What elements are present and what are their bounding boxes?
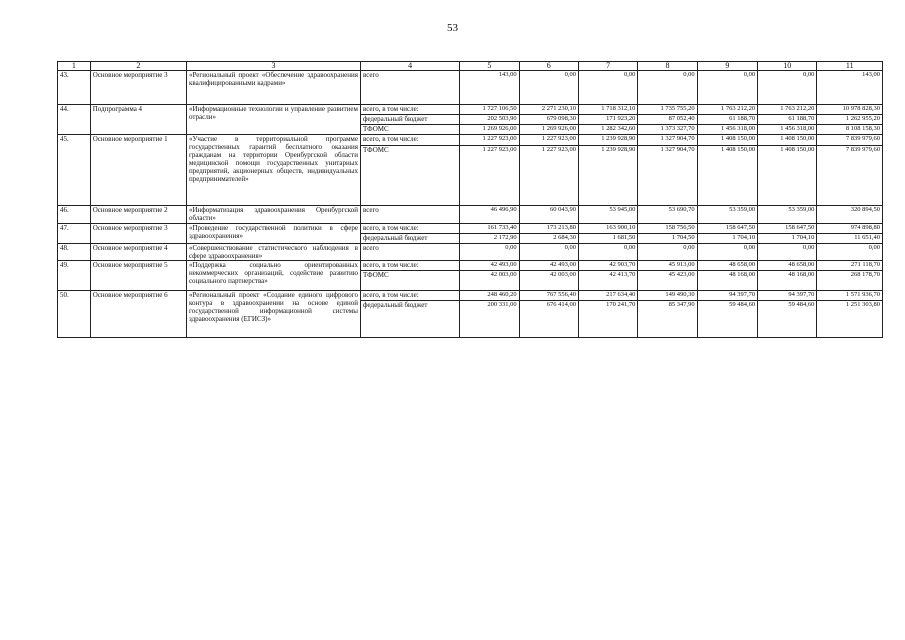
amount-cell: 1 727 106,50 bbox=[460, 105, 519, 115]
amount-cell: 1 227 923,00 bbox=[460, 146, 519, 206]
row-description: «Информатизация здравоохранения Оренбургской области» bbox=[186, 206, 360, 224]
amount-cell: 1 227 923,00 bbox=[519, 146, 578, 206]
row-index: 48. bbox=[58, 244, 91, 261]
amount-cell: 7 839 979,60 bbox=[817, 135, 883, 146]
column-header: 2 bbox=[90, 62, 186, 71]
funding-source: федеральный бюджет bbox=[360, 234, 459, 244]
amount-cell: 0,00 bbox=[697, 71, 757, 105]
amount-cell: 1 408 150,00 bbox=[697, 135, 757, 146]
amount-cell: 149 490,30 bbox=[638, 291, 697, 301]
amount-cell: 53 945,00 bbox=[578, 206, 637, 224]
amount-cell: 0,00 bbox=[460, 244, 519, 261]
amount-cell: 42 903,70 bbox=[578, 261, 637, 271]
amount-cell: 0,00 bbox=[519, 71, 578, 105]
column-header: 10 bbox=[758, 62, 817, 71]
amount-cell: 676 414,00 bbox=[519, 301, 578, 338]
amount-cell: 53 690,70 bbox=[638, 206, 697, 224]
amount-cell: 45 423,00 bbox=[638, 271, 697, 291]
funding-source: всего, в том числе: bbox=[360, 261, 459, 271]
column-header: 3 bbox=[186, 62, 360, 71]
amount-cell: 1 239 928,90 bbox=[578, 146, 637, 206]
amount-cell: 974 898,80 bbox=[817, 224, 883, 234]
amount-cell: 1 327 904,70 bbox=[638, 146, 697, 206]
amount-cell: 1 269 926,00 bbox=[519, 125, 578, 135]
row-index: 50. bbox=[58, 291, 91, 338]
amount-cell: 0,00 bbox=[578, 244, 637, 261]
column-header: 8 bbox=[638, 62, 697, 71]
amount-cell: 46 496,90 bbox=[460, 206, 519, 224]
row-index: 46. bbox=[58, 206, 91, 224]
table-row bbox=[58, 261, 883, 271]
amount-cell: 1 251 303,80 bbox=[817, 301, 883, 338]
amount-cell: 11 651,40 bbox=[817, 234, 883, 244]
row-index: 45. bbox=[58, 135, 91, 206]
amount-cell: 158 647,50 bbox=[697, 224, 757, 234]
column-header: 9 bbox=[697, 62, 757, 71]
amount-cell: 217 634,40 bbox=[578, 291, 637, 301]
amount-cell: 1 373 327,70 bbox=[638, 125, 697, 135]
table-row bbox=[58, 71, 883, 105]
column-header: 4 bbox=[360, 62, 459, 71]
amount-cell: 0,00 bbox=[817, 244, 883, 261]
row-description: «Поддержка социально ориентированных некоммерческих организаций, содействие развитию социального партнерства» bbox=[186, 261, 360, 291]
column-header: 7 bbox=[578, 62, 637, 71]
amount-cell: 2 271 230,10 bbox=[519, 105, 578, 115]
amount-cell: 59 484,60 bbox=[697, 301, 757, 338]
row-type: Подпрограмма 4 bbox=[90, 105, 186, 135]
amount-cell: 320 894,50 bbox=[817, 206, 883, 224]
amount-cell: 0,00 bbox=[758, 244, 817, 261]
table-body bbox=[58, 71, 883, 338]
funding-source: всего, в том числе: bbox=[360, 105, 459, 115]
amount-cell: 8 108 158,30 bbox=[817, 125, 883, 135]
page-number: 53 bbox=[447, 22, 458, 34]
amount-cell: 48 168,00 bbox=[758, 271, 817, 291]
amount-cell: 1 456 318,00 bbox=[697, 125, 757, 135]
funding-source: ТФОМС bbox=[360, 146, 459, 206]
table-row bbox=[58, 135, 883, 146]
amount-cell: 87 052,40 bbox=[638, 115, 697, 125]
amount-cell: 1 763 212,20 bbox=[697, 105, 757, 115]
amount-cell: 61 188,70 bbox=[758, 115, 817, 125]
amount-cell: 1 227 923,00 bbox=[460, 135, 519, 146]
amount-cell: 1 262 955,20 bbox=[817, 115, 883, 125]
amount-cell: 53 359,00 bbox=[697, 206, 757, 224]
amount-cell: 1 456 318,00 bbox=[758, 125, 817, 135]
amount-cell: 1 704,10 bbox=[697, 234, 757, 244]
column-header: 1 bbox=[58, 62, 91, 71]
table-row bbox=[58, 224, 883, 234]
funding-source: всего bbox=[360, 244, 459, 261]
amount-cell: 248 460,20 bbox=[460, 291, 519, 301]
amount-cell: 767 556,40 bbox=[519, 291, 578, 301]
amount-cell: 1 681,50 bbox=[578, 234, 637, 244]
amount-cell: 94 397,70 bbox=[697, 291, 757, 301]
row-type: Основное мероприятие 5 bbox=[90, 261, 186, 291]
amount-cell: 42 003,00 bbox=[460, 271, 519, 291]
amount-cell: 0,00 bbox=[638, 244, 697, 261]
row-description: «Участие в территориальной программе государственных гарантий бесплатного оказания гражданам на территории Оренбургской области медицинской помощи государственных унитарных предприятий, акционерных обществ, индивидуальных предпринимателей» bbox=[186, 135, 360, 206]
amount-cell: 59 484,60 bbox=[758, 301, 817, 338]
amount-cell: 45 913,00 bbox=[638, 261, 697, 271]
row-description: «Региональный проект «Обеспечение здравоохранения квалифицированными кадрами» bbox=[186, 71, 360, 105]
amount-cell: 0,00 bbox=[578, 71, 637, 105]
amount-cell: 1 408 150,00 bbox=[758, 146, 817, 206]
column-header: 6 bbox=[519, 62, 578, 71]
amount-cell: 0,00 bbox=[697, 244, 757, 261]
table-header bbox=[58, 62, 883, 71]
amount-cell: 158 647,50 bbox=[758, 224, 817, 234]
amount-cell: 2 172,90 bbox=[460, 234, 519, 244]
budget-table bbox=[57, 61, 883, 338]
row-index: 43. bbox=[58, 71, 91, 105]
row-index: 47. bbox=[58, 224, 91, 244]
amount-cell: 143,00 bbox=[817, 71, 883, 105]
amount-cell: 271 118,70 bbox=[817, 261, 883, 271]
amount-cell: 42 493,00 bbox=[460, 261, 519, 271]
funding-source: всего, в том числе: bbox=[360, 291, 459, 301]
column-header: 11 bbox=[817, 62, 883, 71]
amount-cell: 42 413,70 bbox=[578, 271, 637, 291]
amount-cell: 1 408 150,00 bbox=[697, 146, 757, 206]
amount-cell: 1 269 926,00 bbox=[460, 125, 519, 135]
row-description: «Проведение государственной политики в сфере здравоохранения» bbox=[186, 224, 360, 244]
row-description: «Информационные технологии и управление развитием отрасли» bbox=[186, 105, 360, 135]
funding-source: всего bbox=[360, 71, 459, 105]
row-type: Основное мероприятие 3 bbox=[90, 224, 186, 244]
table-row bbox=[58, 105, 883, 115]
amount-cell: 0,00 bbox=[519, 244, 578, 261]
amount-cell: 1 763 212,20 bbox=[758, 105, 817, 115]
row-type: Основное мероприятие 2 bbox=[90, 206, 186, 224]
amount-cell: 2 684,30 bbox=[519, 234, 578, 244]
row-index: 44. bbox=[58, 105, 91, 135]
amount-cell: 170 241,70 bbox=[578, 301, 637, 338]
amount-cell: 61 188,70 bbox=[697, 115, 757, 125]
amount-cell: 1 704,50 bbox=[638, 234, 697, 244]
amount-cell: 1 704,10 bbox=[758, 234, 817, 244]
amount-cell: 1 718 312,10 bbox=[578, 105, 637, 115]
table-row bbox=[58, 244, 883, 261]
table-row bbox=[58, 206, 883, 224]
column-header: 5 bbox=[460, 62, 519, 71]
amount-cell: 1 239 928,90 bbox=[578, 135, 637, 146]
row-type: Основное мероприятие 6 bbox=[90, 291, 186, 338]
amount-cell: 1 327 904,70 bbox=[638, 135, 697, 146]
amount-cell: 679 098,30 bbox=[519, 115, 578, 125]
funding-source: всего, в том числе: bbox=[360, 135, 459, 146]
funding-source: ТФОМС bbox=[360, 271, 459, 291]
amount-cell: 200 331,00 bbox=[460, 301, 519, 338]
row-type: Основное мероприятие 4 bbox=[90, 244, 186, 261]
amount-cell: 1 227 923,00 bbox=[519, 135, 578, 146]
row-description: «Совершенствование статистического наблюдения в сфере здравоохранения» bbox=[186, 244, 360, 261]
row-index: 49. bbox=[58, 261, 91, 291]
amount-cell: 48 658,00 bbox=[758, 261, 817, 271]
funding-source: федеральный бюджет bbox=[360, 115, 459, 125]
amount-cell: 161 733,40 bbox=[460, 224, 519, 234]
funding-source: ТФОМС bbox=[360, 125, 459, 135]
row-type: Основное мероприятие 1 bbox=[90, 135, 186, 206]
funding-source: всего, в том числе: bbox=[360, 224, 459, 234]
amount-cell: 0,00 bbox=[758, 71, 817, 105]
amount-cell: 0,00 bbox=[638, 71, 697, 105]
amount-cell: 42 493,00 bbox=[519, 261, 578, 271]
amount-cell: 1 571 936,70 bbox=[817, 291, 883, 301]
amount-cell: 143,00 bbox=[460, 71, 519, 105]
amount-cell: 1 408 150,00 bbox=[758, 135, 817, 146]
amount-cell: 85 347,90 bbox=[638, 301, 697, 338]
row-type: Основное мероприятие 3 bbox=[90, 71, 186, 105]
funding-source: всего bbox=[360, 206, 459, 224]
amount-cell: 7 839 979,60 bbox=[817, 146, 883, 206]
table-row bbox=[58, 291, 883, 301]
amount-cell: 48 658,00 bbox=[697, 261, 757, 271]
amount-cell: 94 397,70 bbox=[758, 291, 817, 301]
amount-cell: 202 503,90 bbox=[460, 115, 519, 125]
amount-cell: 171 923,20 bbox=[578, 115, 637, 125]
row-description: «Региональный проект «Создание единого цифрового контура в здравоохранении на основе единой государственной информационной системы здравоохранения (ЕГИСЗ)» bbox=[186, 291, 360, 338]
amount-cell: 60 043,90 bbox=[519, 206, 578, 224]
amount-cell: 1 735 755,20 bbox=[638, 105, 697, 115]
amount-cell: 42 003,00 bbox=[519, 271, 578, 291]
amount-cell: 48 168,00 bbox=[697, 271, 757, 291]
amount-cell: 53 359,00 bbox=[758, 206, 817, 224]
funding-source: федеральный бюджет bbox=[360, 301, 459, 338]
amount-cell: 173 213,80 bbox=[519, 224, 578, 234]
amount-cell: 1 282 342,60 bbox=[578, 125, 637, 135]
amount-cell: 163 900,10 bbox=[578, 224, 637, 234]
amount-cell: 158 756,50 bbox=[638, 224, 697, 234]
amount-cell: 268 178,70 bbox=[817, 271, 883, 291]
amount-cell: 10 978 828,30 bbox=[817, 105, 883, 115]
